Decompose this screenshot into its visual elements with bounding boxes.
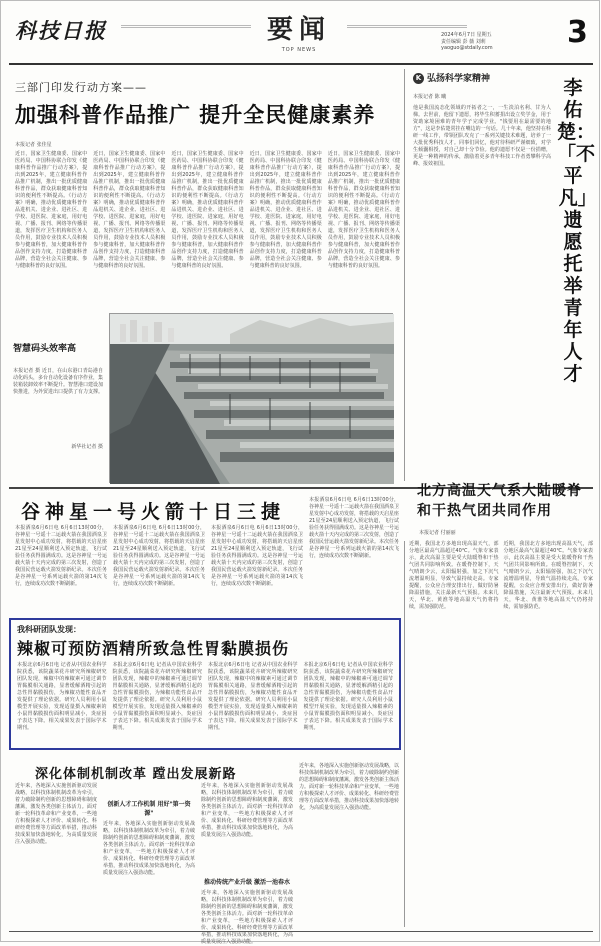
issue-date: 2024年6月7日 星期五 — [441, 32, 492, 38]
lead-body-col: 近日，国家卫生健康委、国家中医药局、中国科协联合印发《健康科普作品推广行动方案》，提出到2025年，建立健康科普作品推广机制，推出一批优质健康科普作品，群众获取健康科普知识的便利性不断提高。《行动方案》明确，推动优质健康科普作品进机关、进企业、进社区、进学校、进医院、进家庭，用好电视、广播、报刊、网络等传播渠道，发挥医疗卫生机构和医务人员作用，鼓励专业技术人员积极参与健康科普，加大健康科普作品创作支持力度，打造健康科普品牌，营造全社会关注健康、参与健康科普的良好氛围。 — [327, 151, 401, 269]
sci-column-title: 弘扬科学家精神 — [427, 74, 491, 84]
photo-caption-text: 本报记者 摄 近日，在山东港口青岛港自动化码头，多台自动化设备有序作业，集装箱装卸效率不断提升。智慧港口建设加快推进，为外贸进出口提供了有力支撑。 — [13, 368, 104, 395]
masthead-rule — [9, 63, 593, 65]
sci-body-text: 他是我国流态化领域的开拓者之一，一生淡泊名利、甘为人梯。去世前，他留下遗愿，将毕生积蓄捐出设立奖学金，用于资助家境困难的青年学子完成学业。"钱要用在最需要的地方"，这是李佑楚常挂在嘴边的一句话。几十年来，他坚持在科研一线工作，带领团队攻克了一系列关键技术难题，培养了一大批优秀科技人才。同事们回忆，他对待科研严谨细致，对学生倾囊相授，对自己却十分节俭。他的遗愿不仅是一份捐赠，更是一种精神的传承，激励着更多青年科技工作者勇攀科学高峰、报效祖国。 — [413, 105, 551, 167]
pepper-headline: 辣椒可预防酒精所致急性胃黏膜损伤 — [17, 639, 290, 658]
sci-vertical-title: 李佑楚：「不平凡」遗愿托举青年人才 — [557, 77, 596, 385]
bottom-rule — [9, 931, 593, 932]
pepper-body-col: 本报北京6月6日电 记者从中国农业科学院获悉，该院蔬菜花卉研究所辣椒研究团队发现，辣椒中的辣椒素可通过调节胃黏膜相关通路，显著缓解酒精引起的急性胃黏膜损伤，为辣椒功能性食品开发提供了理论依据。研究人员利用小鼠模型开展实验，发现适量摄入辣椒素的小鼠胃黏膜损伤面积明显减小，炎症因子表达下降。相关成果发表于国际学术期刊。 — [208, 662, 298, 731]
rocket-body-col: 本报酒泉6月6日电 6月6日13时00分，谷神星一号遥十二运载火箭在我国酒泉卫星发射中心成功发射，将搭载的天启星座21星至24星顺利送入预定轨道，飞行试验任务获得圆满成功。这是谷神星一号运载火箭十天内完成的第三次发射，创造了我国民营运载火箭发射新纪录。本次任务是谷神星一号系列运载火箭的第14次飞行，连续成功次数不断刷新。 — [113, 525, 205, 587]
lead-body-col: 近日，国家卫生健康委、国家中医药局、中国科协联合印发《健康科普作品推广行动方案》，提出到2025年，建立健康科普作品推广机制，推出一批优质健康科普作品，群众获取健康科普知识的便利性不断提高。《行动方案》明确，推动优质健康科普作品进机关、进企业、进社区、进学校、进医院、进家庭，用好电视、广播、报刊、网络等传播渠道，发挥医疗卫生机构和医务人员作用，鼓励专业技术人员积极参与健康科普，加大健康科普作品创作支持力度，打造健康科普品牌，营造全社会关注健康、参与健康科普的良好氛围。 — [93, 151, 166, 269]
reform-col-2 — [103, 783, 195, 927]
lead-kicker: 三部门印发行动方案—— — [15, 81, 147, 94]
page-number: 3 — [567, 15, 588, 50]
sci-byline: 本报记者 陈 曦 — [413, 94, 447, 100]
lead-byline: 本报记者 张佳星 — [15, 142, 52, 148]
pepper-body-col: 本报北京6月6日电 记者从中国农业科学院获悉，该院蔬菜花卉研究所辣椒研究团队发现，辣椒中的辣椒素可通过调节胃黏膜相关通路，显著缓解酒精引起的急性胃黏膜损伤，为辣椒功能性食品开发提供了理论依据。研究人员利用小鼠模型开展实验，发现适量摄入辣椒素的小鼠胃黏膜损伤面积明显减小，炎症因子表达下降。相关成果发表于国际学术期刊。 — [303, 662, 393, 731]
masthead-ornament-left — [121, 25, 251, 28]
sci-body — [413, 105, 551, 477]
reform-subhead-2: 推动传统产业升级 激活一池春水 — [203, 879, 291, 886]
dateline — [441, 31, 497, 51]
reform-col-3 — [201, 783, 293, 945]
reform-body-text: 近年来，各地深入实施创新驱动发展战略，以科技体制机制改革为牵引，着力破除制约创新的思想障碍和制度藩篱，激发各类创新主体活力。面对新一轮科技革命和产业变革，一些地方积极探索人才评价、成果转化、科研经费管理等方面改革举措，推动科技成果加快落地转化，为高质量发展注入强劲动能。 — [103, 821, 195, 876]
lead-body-col: 近日，国家卫生健康委、国家中医药局、中国科协联合印发《健康科普作品推广行动方案》，提出到2025年，建立健康科普作品推广机制，推出一批优质健康科普作品，群众获取健康科普知识的便利性不断提高。《行动方案》明确，推动优质健康科普作品进机关、进企业、进社区、进学校、进医院、进家庭，用好电视、广播、报刊、网络等传播渠道，发挥医疗卫生机构和医务人员作用，鼓励专业技术人员积极参与健康科普，加大健康科普作品创作支持力度，打造健康科普品牌，营造全社会关注健康、参与健康科普的良好氛围。 — [249, 151, 322, 269]
port-photo-image — [110, 314, 394, 484]
photo-caption — [13, 341, 103, 451]
weather-byline: 本报记者 付丽丽 — [419, 530, 456, 536]
page-editors: 责任编辑 彭 薇 刘莉 — [441, 39, 486, 45]
pepper-body-col: 本报北京6月6日电 记者从中国农业科学院获悉，该院蔬菜花卉研究所辣椒研究团队发现，辣椒中的辣椒素可通过调节胃黏膜相关通路，显著缓解酒精引起的急性胃黏膜损伤，为辣椒功能性食品开发提供了理论依据。研究人员利用小鼠模型开展实验，发现适量摄入辣椒素的小鼠胃黏膜损伤面积明显减小，炎症因子表达下降。相关成果发表于国际学术期刊。 — [17, 662, 107, 731]
reform-body-text: 近年来，各地深入实施创新驱动发展战略，以科技体制机制改革为牵引，着力破除制约创新的思想障碍和制度藩篱，激发各类创新主体活力。面对新一轮科技革命和产业变革，一些地方积极探索人才评价、成果转化、科研经费管理等方面改革举措，推动科技成果加快落地转化，为高质量发展注入强劲动能。 — [201, 783, 293, 838]
reform-col-4 — [299, 763, 399, 927]
paper-name: 科技日报 — [15, 18, 107, 43]
pepper-body-col: 本报北京6月6日电 记者从中国农业科学院获悉，该院蔬菜花卉研究所辣椒研究团队发现，辣椒中的辣椒素可通过调节胃黏膜相关通路，显著缓解酒精引起的急性胃黏膜损伤，为辣椒功能性食品开发提供了理论依据。研究人员利用小鼠模型开展实验，发现适量摄入辣椒素的小鼠胃黏膜损伤面积明显减小，炎症因子表达下降。相关成果发表于国际学术期刊。 — [112, 662, 202, 731]
port-photo — [109, 313, 393, 483]
section-title: 要闻 — [266, 15, 331, 45]
masthead-ornament-right — [347, 25, 467, 28]
reform-col-1 — [15, 783, 97, 927]
weather-body-columns — [409, 541, 593, 927]
lead-headline: 加强科普作品推广 提升全民健康素养 — [15, 103, 376, 127]
section-header — [259, 15, 339, 59]
rocket-body-col: 本报酒泉6月6日电 6月6日13时00分，谷神星一号遥十二运载火箭在我国酒泉卫星发射中心成功发射，将搭载的天启星座21星至24星顺利送入预定轨道，飞行试验任务获得圆满成功。这是谷神星一号运载火箭十天内完成的第三次发射，创造了我国民营运载火箭发射新纪录。本次任务是谷神星一号系列运载火箭的第14次飞行，连续成功次数不断刷新。 — [211, 525, 303, 587]
reform-body-text: 近年来，各地深入实施创新驱动发展战略，以科技体制机制改革为牵引，着力破除制约创新的思想障碍和制度藩篱，激发各类创新主体活力。面对新一轮科技革命和产业变革，一些地方积极探索人才评价、成果转化、科研经费管理等方面改革举措，推动科技成果加快落地转化，为高质量发展注入强劲动能。 — [299, 763, 400, 811]
lead-body-columns — [15, 151, 400, 306]
weather-body-col: 近期，我国北方多地出现高温天气，部分地区最高气温超过40℃。气象专家表示，此次高温主要是受大陆暖脊和干热气团共同影响所致。在暖脊控制下，天气晴朗少云，太阳辐射强，加之下沉气流增温明显，导致气温持续走高。专家提醒，公众应合理安排出行，做好防暑降温措施，关注最新天气预报。未来几天，华北、黄淮等地高温天气仍将持续，需加强防范。 — [503, 541, 593, 610]
column-divider-lower — [404, 541, 405, 927]
highlighted-article-box — [9, 618, 401, 750]
column-badge-icon: K — [413, 73, 424, 84]
photo-caption-title: 智慧码头效率高 — [13, 344, 77, 354]
lead-body-col: 近日，国家卫生健康委、国家中医药局、中国科协联合印发《健康科普作品推广行动方案》，提出到2025年，建立健康科普作品推广机制，推出一批优质健康科普作品，群众获取健康科普知识的便利性不断提高。《行动方案》明确，推动优质健康科普作品进机关、进企业、进社区、进学校、进医院、进家庭，用好电视、广播、报刊、网络等传播渠道，发挥医疗卫生机构和医务人员作用，鼓励专业技术人员积极参与健康科普，加大健康科普作品创作支持力度，打造健康科普品牌，营造全社会关注健康、参与健康科普的良好氛围。 — [171, 151, 244, 269]
sci-column-header — [413, 71, 490, 84]
reform-body-text: 近年来，各地深入实施创新驱动发展战略，以科技体制机制改革为牵引，着力破除制约创新的思想障碍和制度藩篱，激发各类创新主体活力。面对新一轮科技革命和产业变革，一些地方积极探索人才评价、成果转化、科研经费管理等方面改革举措，推动科技成果加快落地转化，为高质量发展注入强劲动能。 — [201, 890, 293, 945]
pepper-body-columns — [17, 662, 393, 746]
rocket-body-right — [309, 497, 399, 611]
masthead — [1, 1, 601, 65]
photo-credit: 新华社记者 摄 — [71, 444, 103, 450]
rocket-body-col: 本报酒泉6月6日电 6月6日13时00分，谷神星一号遥十二运载火箭在我国酒泉卫星发射中心成功发射，将搭载的天启星座21星至24星顺利送入预定轨道，飞行试验任务获得圆满成功。这是谷神星一号运载火箭十天内完成的第三次发射，创造了我国民营运载火箭发射新纪录。本次任务是谷神星一号系列运载火箭的第14次飞行，连续成功次数不断刷新。 — [15, 525, 107, 587]
rocket-body-columns — [15, 525, 303, 611]
weather-body-col: 近期，我国北方多地出现高温天气，部分地区最高气温超过40℃。气象专家表示，此次高温主要是受大陆暖脊和干热气团共同影响所致。在暖脊控制下，天气晴朗少云，太阳辐射强，加之下沉气流增温明显，导致气温持续走高。专家提醒，公众应合理安排出行，做好防暑降温措施，关注最新天气预报。未来几天，华北、黄淮等地高温天气仍将持续，需加强防范。 — [409, 541, 499, 610]
column-divider — [404, 69, 405, 481]
contact-email: yaoguo@stdaily.com — [441, 45, 493, 51]
reform-body-text: 近年来，各地深入实施创新驱动发展战略，以科技体制机制改革为牵引，着力破除制约创新的思想障碍和制度藩篱，激发各类创新主体活力。面对新一轮科技革命和产业变革，一些地方积极探索人才评价、成果转化、科研经费管理等方面改革举措，推动科技成果加快落地转化，为高质量发展注入强劲动能。 — [15, 783, 97, 845]
section-subtitle: TOP NEWS — [281, 47, 317, 53]
lead-body-col: 近日，国家卫生健康委、国家中医药局、中国科协联合印发《健康科普作品推广行动方案》，提出到2025年，建立健康科普作品推广机制，推出一批优质健康科普作品，群众获取健康科普知识的便利性不断提高。《行动方案》明确，推动优质健康科普作品进机关、进企业、进社区、进学校、进医院、进家庭，用好电视、广播、报刊、网络等传播渠道，发挥医疗卫生机构和医务人员作用，鼓励专业技术人员积极参与健康科普，加大健康科普作品创作支持力度，打造健康科普品牌，营造全社会关注健康、参与健康科普的良好氛围。 — [15, 151, 88, 269]
rocket-headline: 谷神星一号火箭十日三捷 — [21, 501, 286, 523]
reform-subhead-1: 创新人才工作机制 用好"第一资源" — [107, 801, 191, 817]
reform-headline: 深化体制机制改革 蹚出发展新路 — [35, 767, 237, 782]
weather-headline: 北方高温天气系大陆暖脊和干热气团共同作用 — [417, 483, 582, 519]
rocket-body-text: 本报酒泉6月6日电 6月6日13时00分，谷神星一号遥十二运载火箭在我国酒泉卫星发射中心成功发射，将搭载的天启星座21星至24星顺利送入预定轨道，飞行试验任务获得圆满成功。这是谷神星一号运载火箭十天内完成的第三次发射，创造了我国民营运载火箭发射新纪录。本次任务是谷神星一号系列运载火箭的第14次飞行，连续成功次数不断刷新。 — [309, 497, 400, 559]
pepper-kicker: 我科研团队发现： — [17, 625, 81, 634]
